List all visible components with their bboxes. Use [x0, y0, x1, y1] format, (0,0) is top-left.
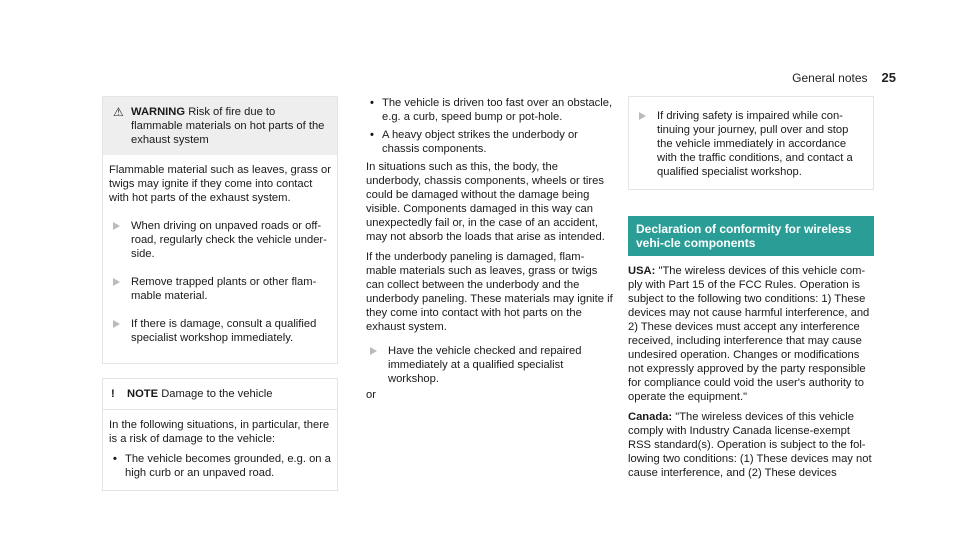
list-item	[366, 96, 614, 124]
list-item-text: The vehicle is driven too fast over an obstacle, e.g. a curb, speed bump or pot-hole.	[382, 97, 613, 123]
note-label: NOTE	[127, 388, 159, 400]
note-body	[103, 410, 337, 490]
note-header	[103, 379, 337, 410]
warning-step-text: When driving on unpaved roads or off-road, regularly check the vehicle under-side.	[131, 220, 327, 260]
warning-box	[102, 96, 338, 364]
warning-body	[103, 155, 337, 363]
note-intro: In the following situations, in particular, there is a risk of damage to the vehicle:	[109, 419, 330, 445]
list-item-text: A heavy object strikes the underbody or chassis components.	[382, 129, 578, 155]
warning-title: Risk of fire due to flammable materials on hot parts of the exhaust system	[131, 106, 325, 146]
canada-label: Canada:	[628, 411, 673, 423]
warning-header	[103, 97, 337, 155]
step-arrow-icon	[113, 320, 120, 328]
column-2	[366, 96, 614, 402]
list-item-text: The vehicle becomes grounded, e.g. on a high curb or an unpaved road.	[125, 453, 331, 479]
note-step	[366, 344, 614, 386]
warning-step-text: Remove trapped plants or other flam-mable material.	[131, 276, 317, 302]
warning-step	[109, 317, 331, 345]
list-item	[366, 128, 614, 156]
usa-text: "The wireless devices of this vehicle com-ply with Part 15 of the FCC Rules. Operation is subject to the following two conditions: 1) These devices may not cause harmful interference, and 2) These devices must accept any interference received, including interference that may cause undesired operation. Changes or modifications not expressly approved by the party responsible for compliance could void the user's authority to operate the equipment."	[628, 265, 870, 403]
section-title: General notes	[792, 71, 868, 85]
note-box	[102, 378, 338, 491]
warning-step-text: If there is damage, consult a qualified specialist workshop immediately.	[131, 318, 317, 344]
usa-paragraph	[628, 264, 874, 404]
note-step-text: If driving safety is impaired while con-tinuing your journey, pull over and stop the vehicle immediately in accordance with the traffic conditions, and contact a qualified specialist workshop.	[657, 110, 853, 178]
step-arrow-icon	[113, 222, 120, 230]
note-title: Damage to the vehicle	[161, 388, 273, 400]
page-number: 25	[881, 70, 896, 85]
bullet-icon: •	[370, 97, 374, 109]
bullet-icon: •	[113, 453, 117, 465]
note-paragraph: In situations such as this, the body, the underbody, chassis components, wheels or tires could be damaged without the damage being visible. Components damaged in this way can unexpectedly fail or, in the case of an accident, may not absorb the loads that arise as intended.	[366, 161, 605, 243]
warning-triangle-icon: ⚠	[113, 105, 124, 119]
warning-step	[109, 219, 331, 261]
list-item	[109, 452, 331, 480]
column-3	[628, 96, 874, 486]
note-step-text: Have the vehicle checked and repaired immediately at a qualified specialist workshop.	[388, 345, 582, 385]
note-exclamation-icon: !	[111, 388, 115, 400]
warning-step	[109, 275, 331, 303]
page-header	[792, 70, 896, 85]
canada-text: "The wireless devices of this vehicle comply with Industry Canada license-exempt RSS standard(s). Operation is subject to the fol-lowing two conditions: (1) These devices may not cause interference, and (2) These devices	[628, 411, 872, 479]
warning-label: WARNING	[131, 106, 186, 118]
bullet-icon: •	[370, 129, 374, 141]
warning-intro: Flammable material such as leaves, grass or twigs may ignite if they come into contact with hot parts of the exhaust system.	[109, 164, 331, 204]
note-paragraph: If the underbody paneling is damaged, flam-mable materials such as leaves, grass or twigs can collect between the underbody and the underbody paneling. These materials may ignite if they come into contact with hot parts on the exhaust system.	[366, 251, 613, 333]
step-arrow-icon	[113, 278, 120, 286]
note-continued-box	[628, 96, 874, 190]
canada-paragraph	[628, 410, 874, 480]
step-arrow-icon	[370, 347, 377, 355]
step-arrow-icon	[639, 112, 646, 120]
or-text: or	[366, 389, 376, 401]
declaration-heading: Declaration of conformity for wireless vehi-cle components	[628, 216, 874, 256]
column-1	[102, 96, 338, 491]
note-step	[635, 109, 865, 179]
usa-label: USA:	[628, 265, 656, 277]
